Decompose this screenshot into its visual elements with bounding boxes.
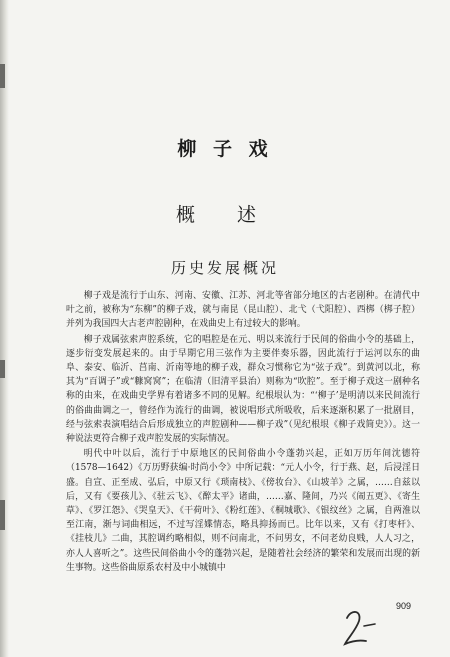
page-number: 909: [396, 601, 412, 611]
opera-title: 柳 子 戏: [177, 138, 273, 160]
paragraph-3: 明代中叶以后，流行于中原地区的民间俗曲小令蓬勃兴起，正如万历年间沈德符（1578—1642）《万历野获编·时尚小令》中所记载：“元人小令，行于燕、赵，后浸淫日盛。自宣、正至成、弘后，中原又行《琐南枝》、《傍妆台》、《山坡羊》之属，……自兹以后，又有《要孩儿》、《驻云飞》、《醉太平》诸曲，……嘉、隆间，乃兴《闹五更》、《寄生草》、《罗江怨》、《哭皇天》、《干荷叶》、《粉红莲》、《桐城歌》、《银纹丝》之属，自两淮以至江南，渐与词曲相远，不过写淫媟情态，略具抑扬而已。比年以来，又有《打枣杆》、《挂枝儿》二曲，其腔调约略相似，则不问南北，不问男女，不问老幼良贱，人人习之，亦人人喜听之”。这些民间俗曲小令的蓬勃兴起，是随着社会经济的繁荣和发展而出现的新生事物。这些俗曲原系农村及中小城镇中: [66, 449, 420, 573]
paragraph-1: 柳子戏是流行于山东、河南、安徽、江苏、河北等省部分地区的古老剧种。在清代中叶之前，被称为“东柳”的柳子戏，就与南昆（昆山腔）、北弋（弋阳腔）、西梆（梆子腔）并列为我国四大古老声腔剧种，在戏曲史上有过较大的影响。: [66, 291, 420, 330]
handwritten-mark: [342, 606, 378, 648]
paragraph-2: 柳子戏属弦索声腔系统，它的唱腔是在元、明以来流行于民间的俗曲小令的基础上，逐步衍变发展起来的。由于早期它用三弦作为主要伴奏乐器，因此流行于运河以东的曲阜、泰安、临沂、莒南、沂南等地的柳子戏，群众习惯称它为“弦子戏”。到黄河以北，称其为“百调子”或“糠窝窝”；在临清（旧清平县治）则称为“吹腔”。至于柳子戏这一剧种名称的由来，在戏曲史学界有着诸多不同的见解。纪根垠认为：“‘柳子’是明清以来民间流行的俗曲曲调之一，曾经作为流行的曲调，被说唱形式所吸收，后来逐渐积累了一批剧目，经与弦索表演唱结合后形成独立的声腔剧种——柳子戏”（见纪根垠《柳子戏简史》）。这一种说法更符合柳子戏声腔发展的实际情况。: [66, 334, 420, 445]
section-title: 概 述: [175, 204, 275, 226]
body-text: [66, 289, 420, 576]
sub-heading: 历史发展概况: [170, 259, 279, 277]
